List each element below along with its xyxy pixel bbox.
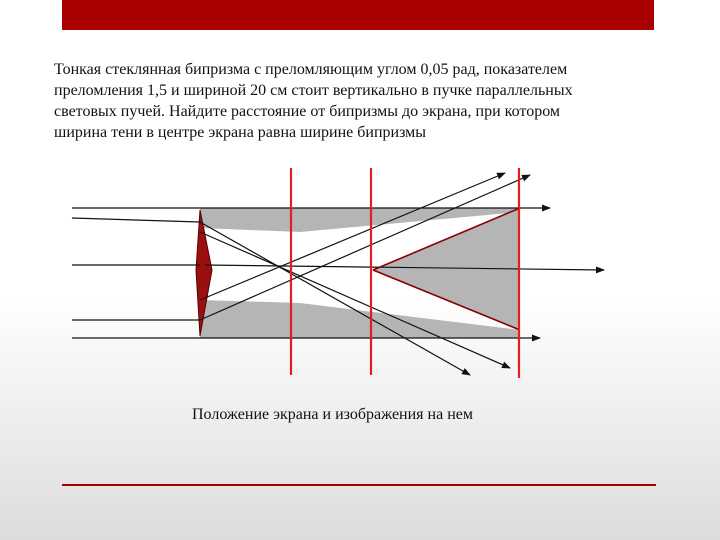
- problem-line-2: преломления 1,5 и шириной 20 см стоит вертикально в пучке параллельных: [54, 82, 573, 99]
- diagram-caption: Положение экрана и изображения на нем: [192, 406, 473, 423]
- incoming-rays: [72, 208, 200, 338]
- problem-line-1: Тонкая стеклянная бипризма с преломляющим углом 0,05 рад, показателем: [54, 61, 568, 78]
- problem-line-4: ширина тени в центре экрана равна ширине бипризмы: [54, 124, 427, 141]
- bottom-accent-line: [62, 484, 656, 486]
- problem-line-3: световых пучей. Найдите расстояние от бипризмы до экрана, при котором: [54, 103, 561, 120]
